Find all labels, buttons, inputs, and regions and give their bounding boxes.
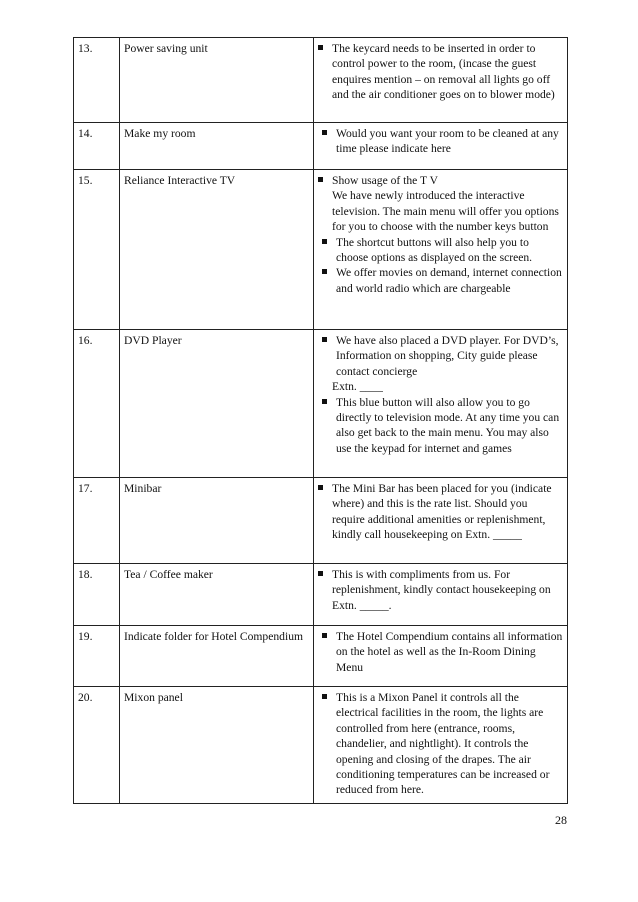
table-row bbox=[74, 626, 568, 687]
row-number: 18. bbox=[74, 564, 120, 626]
row-description bbox=[314, 170, 568, 330]
bullet-square-icon bbox=[322, 130, 327, 135]
bullet-text: We offer movies on demand, internet connection and world radio which are chargeable bbox=[336, 266, 562, 295]
bullet-text: We have also placed a DVD player. For DVD’s, Information on shopping, City guide please contact concierge bbox=[336, 334, 559, 378]
row-number: 14. bbox=[74, 123, 120, 170]
row-description bbox=[314, 123, 568, 170]
page-number: 28 bbox=[555, 813, 567, 827]
bullet-item bbox=[318, 690, 563, 798]
bullet-square-icon bbox=[318, 177, 323, 182]
row-item: Power saving unit bbox=[120, 38, 314, 123]
row-description bbox=[314, 478, 568, 564]
bullet-square-icon bbox=[322, 269, 327, 274]
bullet-square-icon bbox=[322, 694, 327, 699]
row-description bbox=[314, 626, 568, 687]
row-description bbox=[314, 38, 568, 123]
row-description bbox=[314, 687, 568, 804]
row-item: Minibar bbox=[120, 478, 314, 564]
bullet-square-icon bbox=[322, 399, 327, 404]
row-item: Reliance Interactive TV bbox=[120, 170, 314, 330]
row-item: Mixon panel bbox=[120, 687, 314, 804]
table-row bbox=[74, 478, 568, 564]
table-row bbox=[74, 170, 568, 330]
table-row bbox=[74, 123, 568, 170]
row-item: Make my room bbox=[120, 123, 314, 170]
bullet-text: Show usage of the T V bbox=[332, 174, 438, 187]
row-item: DVD Player bbox=[120, 330, 314, 478]
bullet-item bbox=[318, 333, 563, 379]
bullet-text: The shortcut buttons will also help you to choose options as displayed on the screen. bbox=[336, 235, 533, 265]
bullet-item bbox=[318, 265, 563, 296]
bullet-subtext: We have newly introduced the interactive television. The main menu will offer you options for you to choose with the number keys button bbox=[332, 189, 559, 234]
extension-line: Extn. ____ bbox=[332, 380, 383, 394]
bullet-text: The Hotel Compendium contains all information on the hotel as well as the In-Room Dining Menu bbox=[336, 630, 563, 674]
table-row bbox=[74, 687, 568, 804]
bullet-item bbox=[318, 567, 563, 613]
bullet-item bbox=[318, 395, 563, 457]
bullet-square-icon bbox=[318, 485, 323, 490]
bullet-text: The Mini Bar has been placed for you (indicate where) and this is the rate list. Should you require additional amenities or replenishment, kindly call housekeeping on Extn. _____ bbox=[332, 482, 552, 542]
table-row bbox=[74, 330, 568, 478]
row-description bbox=[314, 330, 568, 478]
bullet-text: This is a Mixon Panel it controls all the electrical facilities in the room, the lights are controlled from here (entrance, rooms, chandelier, and nightlight). It controls the opening and closing of the drapes. The air conditioning temperatures can be increased or reduced from here. bbox=[336, 691, 550, 797]
table-row bbox=[74, 564, 568, 626]
bullet-square-icon bbox=[322, 633, 327, 638]
bullet-item bbox=[318, 173, 563, 188]
bullet-text: The keycard needs to be inserted in order to control power to the room, (incase the guest enquires mention – on removal all lights go off and the air conditioner goes on to blower mode) bbox=[332, 42, 555, 102]
bullet-square-icon bbox=[322, 337, 327, 342]
room-items-table bbox=[73, 37, 568, 804]
row-number: 17. bbox=[74, 478, 120, 564]
bullet-text: This blue button will also allow you to go directly to television mode. At any time you can also get back to the main menu. You may also use the keypad for internet and games bbox=[336, 395, 560, 455]
row-number: 20. bbox=[74, 687, 120, 804]
bullet-item bbox=[318, 629, 563, 675]
row-number: 13. bbox=[74, 38, 120, 123]
bullet-item bbox=[318, 126, 563, 157]
table-row bbox=[74, 38, 568, 123]
row-item: Indicate folder for Hotel Compendium bbox=[120, 626, 314, 687]
bullet-square-icon bbox=[318, 571, 323, 576]
row-number: 16. bbox=[74, 330, 120, 478]
bullet-text: Would you want your room to be cleaned at any time please indicate here bbox=[336, 127, 559, 156]
bullet-text: This is with compliments from us. For replenishment, kindly contact housekeeping on Extn. _____. bbox=[332, 568, 551, 612]
bullet-square-icon bbox=[322, 239, 327, 244]
row-description bbox=[314, 564, 568, 626]
row-number: 15. bbox=[74, 170, 120, 330]
bullet-item bbox=[318, 481, 563, 543]
bullet-item bbox=[318, 41, 563, 103]
row-number: 19. bbox=[74, 626, 120, 687]
bullet-item bbox=[318, 235, 563, 266]
bullet-square-icon bbox=[318, 45, 323, 50]
row-item: Tea / Coffee maker bbox=[120, 564, 314, 626]
